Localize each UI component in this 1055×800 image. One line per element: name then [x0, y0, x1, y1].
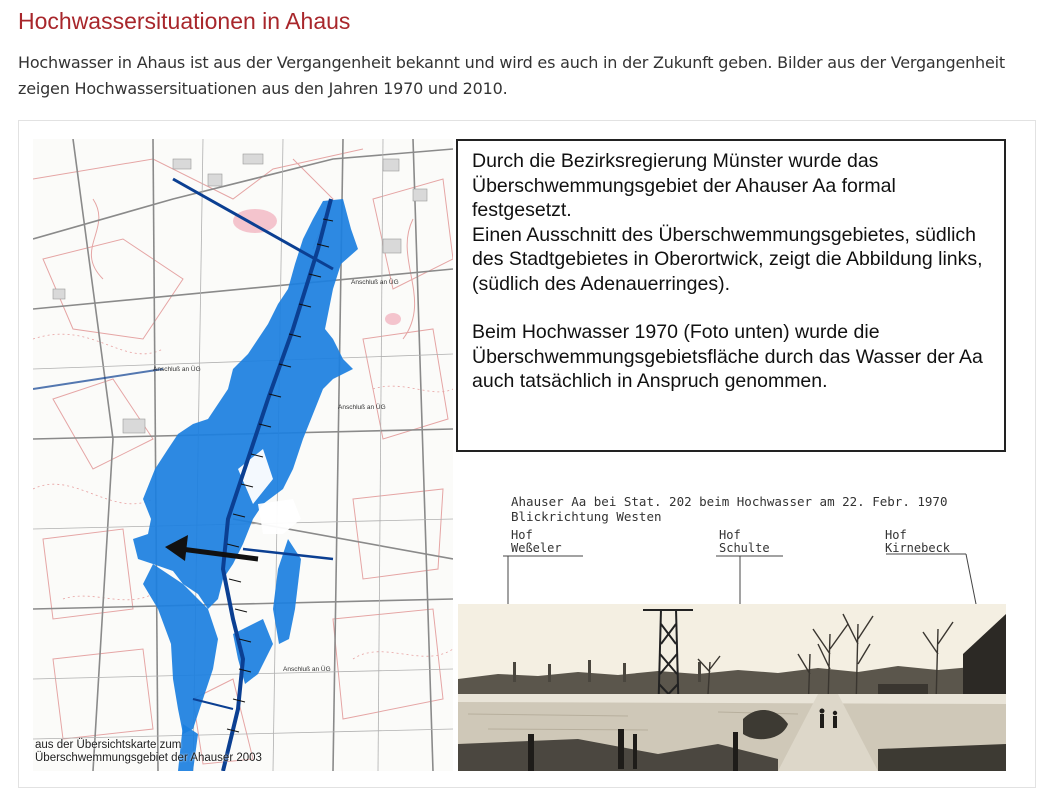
map-label-2: Anschluß an ÜG — [153, 366, 201, 373]
map-graphic — [33, 139, 453, 771]
map-label-3: Anschluß an ÜG — [338, 404, 386, 411]
flood-area-map — [33, 139, 453, 771]
figure-frame — [18, 120, 1036, 788]
flood-figure[interactable] — [33, 139, 1008, 771]
map-label-1: Anschluß an ÜG — [351, 279, 399, 286]
intro-paragraph: Hochwasser in Ahaus ist aus der Vergangenheit bekannt und wird es auch in der Zukunft geben. Bilder aus der Vergangenheit zeigen Hochwassersituationen aus den Jahren 1970 und 2010. — [18, 53, 1005, 98]
hof-label-kirnebeck: Hof Kirnebeck — [885, 528, 951, 555]
map-credit: aus der Übersichtskarte zum Überschwemmungsgebiet der Ahauser 2003 — [35, 739, 262, 764]
hof-label-schulte: Hof Schulte — [719, 528, 770, 555]
info-paragraph-1: Durch die Bezirksregierung Münster wurde das Überschwemmungsgebiet der Ahauser Aa formal festgesetzt. Einen Ausschnitt des Überschwemmungsgebietes, südlich des Stadtgebietes in Oberortwick, zeigt die Abbildung links, (südlich des Adenauerringes). — [472, 150, 983, 295]
hof-label-wesseler: Hof Weßeler — [511, 528, 562, 555]
pink-marker — [233, 209, 277, 233]
info-paragraph-2: Beim Hochwasser 1970 (Foto unten) wurde die Überschwemmungsgebietsfläche durch das Wasser der Aa auch tatsächlich in Anspruch genommen. — [472, 321, 983, 392]
page-title: Hochwassersituationen in Ahaus — [18, 8, 351, 34]
map-label-4: Anschluß an ÜG — [283, 666, 331, 673]
photo-caption: Ahauser Aa bei Stat. 202 beim Hochwasser am 22. Febr. 1970 Blickrichtung Westen — [511, 494, 948, 524]
flood-photo-1970 — [458, 544, 1006, 771]
info-text-box — [456, 139, 1006, 452]
